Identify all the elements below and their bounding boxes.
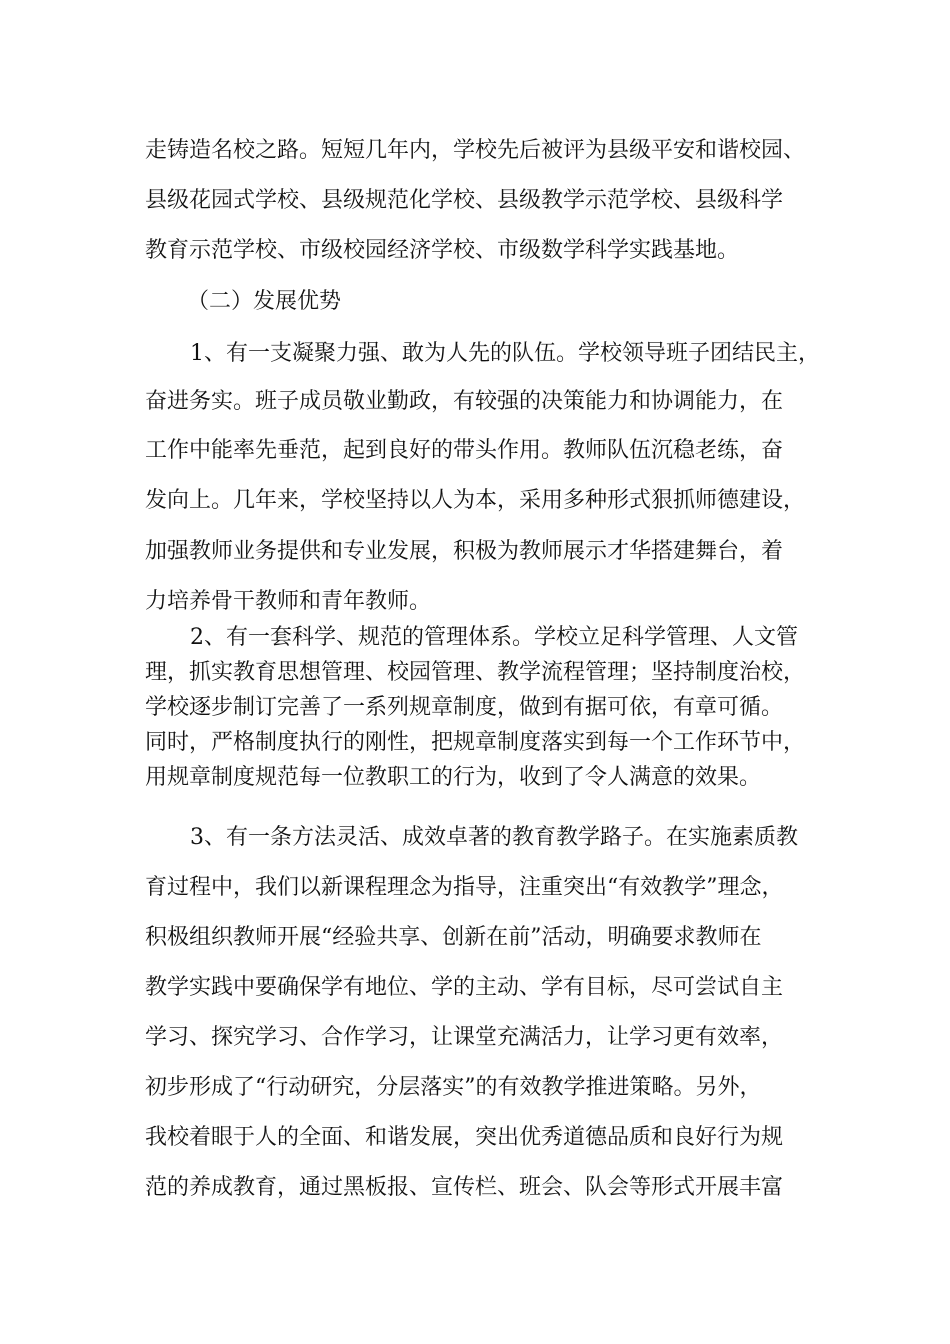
text-line: 范的养成教育，通过黑板报、宣传栏、班会、队会等形式开展丰富 xyxy=(145,1175,784,1200)
text-line: 奋进务实。班子成员敬业勤政，有较强的决策能力和协调能力，在 xyxy=(145,389,784,414)
text-line: 教学实践中要确保学有地位、学的主动、学有目标，尽可尝试自主 xyxy=(145,975,784,1000)
text-line: 理，抓实教育思想管理、校园管理、教学流程管理；坚持制度治校， xyxy=(145,660,806,685)
text-line: 发向上。几年来，学校坚持以人为本，采用多种形式狠抓师德建设， xyxy=(145,488,806,513)
text-line: 学校逐步制订完善了一系列规章制度，做到有据可依，有章可循。 xyxy=(145,695,784,720)
text-line: 走铸造名校之路。短短几年内，学校先后被评为县级平安和谐校园、 xyxy=(145,138,806,163)
text-line: 加强教师业务提供和专业发展，积极为教师展示才华搭建舞台，着 xyxy=(145,539,784,564)
text-line: 初步形成了“行动研究，分层落实”的有效教学推进策略。另外， xyxy=(145,1075,762,1100)
text-line: 教育示范学校、市级校园经济学校、市级数学科学实践基地。 xyxy=(145,238,740,263)
text-line: 积极组织教师开展“经验共享、创新在前”活动，明确要求教师在 xyxy=(145,925,762,950)
text-line: 我校着眼于人的全面、和谐发展，突出优秀道德品质和良好行为规 xyxy=(145,1125,784,1150)
text-line: 3、有一条方法灵活、成效卓著的教育教学路子。在实施素质教 xyxy=(190,825,798,850)
text-line: 1、有一支凝聚力强、敢为人先的队伍。学校领导班子团结民主， xyxy=(190,341,820,366)
text-line: 用规章制度规范每一位教职工的行为，收到了令人满意的效果。 xyxy=(145,765,762,790)
text-line: 育过程中，我们以新课程理念为指导，注重突出“有效教学”理念， xyxy=(145,875,784,900)
text-line: 工作中能率先垂范，起到良好的带头作用。教师队伍沉稳老练，奋 xyxy=(145,438,784,463)
text-line: 县级花园式学校、县级规范化学校、县级教学示范学校、县级科学 xyxy=(145,188,784,213)
text-line: 2、有一套科学、规范的管理体系。学校立足科学管理、人文管 xyxy=(190,625,798,650)
section-heading: （二）发展优势 xyxy=(187,289,342,314)
text-line: 学习、探究学习、合作学习，让课堂充满活力，让学习更有效率， xyxy=(145,1025,784,1050)
text-line: 同时，严格制度执行的刚性，把规章制度落实到每一个工作环节中， xyxy=(145,730,806,755)
text-line: 力培养骨干教师和青年教师。 xyxy=(145,589,432,614)
